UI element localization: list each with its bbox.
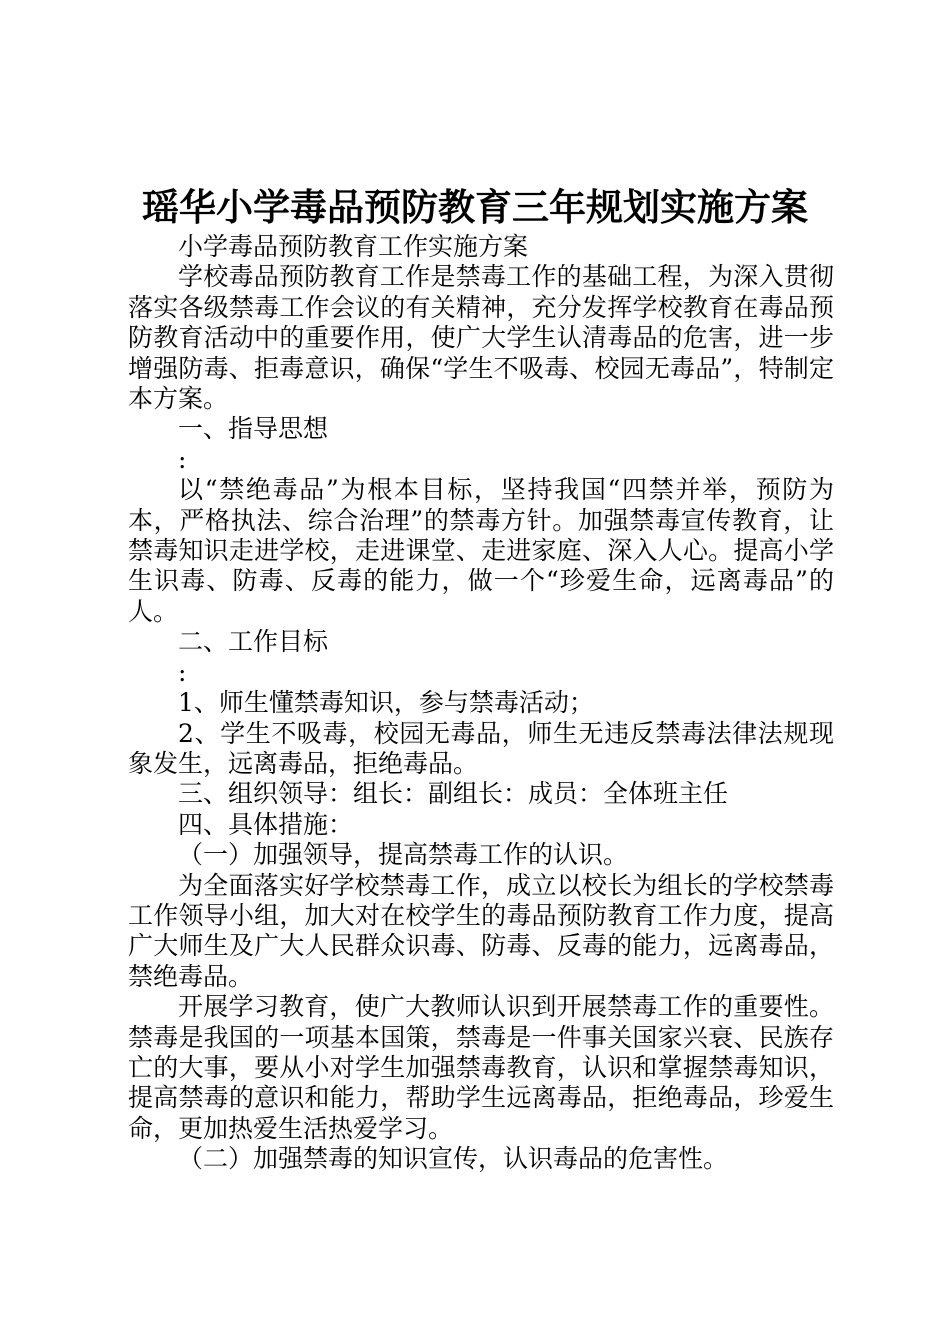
paragraph-measure-leadership: 为全面落实好学校禁毒工作，成立以校长为组长的学校禁毒工作领导小组，加大对在校学生的毒品预防教育工作力度，提高广大师生及广大人民群众识毒、防毒、反毒的能力，远离毒品，禁绝毒品。 — [128, 870, 834, 991]
paragraph-colon: : — [178, 657, 187, 687]
document-title: 瑶华小学毒品预防教育三年规划实施方案 — [142, 185, 808, 229]
paragraph-measure-education: 开展学习教育，使广大教师认识到开展禁毒工作的重要性。禁毒是我国的一项基本国策，禁毒是一件事关国家兴衰、民族存亡的大事，要从小对学生加强禁毒教育，认识和掌握禁毒知识，提高禁毒的意识和能力，帮助学生远离毒品，拒绝毒品，珍爱生命，更加热爱生活热爱学习。 — [128, 992, 834, 1143]
section-heading-organization: 三、组织领导：组长：副组长：成员：全体班主任 — [178, 779, 729, 809]
paragraph-intro: 学校毒品预防教育工作是禁毒工作的基础工程，为深入贯彻落实各级禁毒工作会议的有关精神，充分发挥学校教育在毒品预防教育活动中的重要作用，使广大学生认清毒品的危害，进一步增强防毒、拒毒意识，确保“学生不吸毒、校园无毒品”，特制定本方案。 — [128, 262, 834, 414]
section-heading-guiding-ideology: 一、指导思想 — [178, 414, 329, 444]
paragraph-guiding-ideology: 以“禁绝毒品”为根本目标，坚持我国“四禁并举，预防为本，严格执法、综合治理”的禁毒方针。加强禁毒宣传教育，让禁毒知识走进学校，走进课堂、走进家庭、深入人心。提高小学生识毒、防毒、反毒的能力，做一个“珍爱生命，远离毒品”的人。 — [128, 475, 834, 626]
section-heading-work-goals: 二、工作目标 — [178, 627, 329, 657]
paragraph-goal-2: 2、学生不吸毒，校园无毒品，师生无违反禁毒法律法规现象发生，远离毒品，拒绝毒品。 — [128, 718, 834, 778]
paragraph-goal-1: 1、师生懂禁毒知识，参与禁毒活动； — [178, 688, 594, 718]
paragraph-subtitle: 小学毒品预防教育工作实施方案 — [178, 232, 529, 261]
document-body — [128, 232, 834, 1175]
subsection-heading-1: （一）加强领导，提高禁毒工作的认识。 — [178, 840, 629, 870]
section-heading-measures: 四、具体措施： — [178, 809, 354, 839]
paragraph-colon: : — [178, 444, 187, 474]
subsection-heading-2: （二）加强禁毒的知识宣传，认识毒品的危害性。 — [178, 1144, 729, 1174]
